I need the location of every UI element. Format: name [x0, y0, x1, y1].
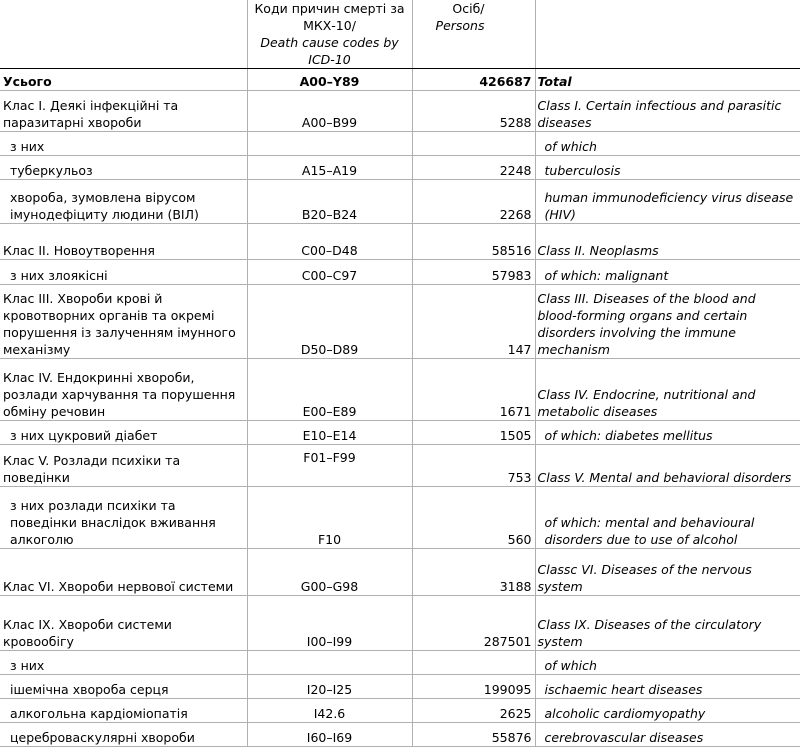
persons-count: 287501 — [412, 596, 535, 651]
table-header-row — [0, 0, 800, 69]
persons-count: 199095 — [412, 675, 535, 699]
icd-code: I60–I69 — [247, 723, 412, 747]
total-row — [0, 69, 800, 91]
table-row — [0, 285, 800, 359]
cause-en: Classc VI. Diseases of the nervous system — [535, 549, 800, 596]
cause-ua: цереброваскулярні хвороби — [0, 723, 247, 747]
icd-code: G00–G98 — [247, 549, 412, 596]
cause-ua: алкогольна кардіоміопатія — [0, 699, 247, 723]
persons-count: 3188 — [412, 549, 535, 596]
header-codes — [247, 0, 412, 69]
table-row — [0, 549, 800, 596]
cause-ua: ішемічна хвороба серця — [0, 675, 247, 699]
table-row — [0, 699, 800, 723]
cause-en: alcoholic cardiomyopathy — [535, 699, 800, 723]
icd-code: I20–I25 — [247, 675, 412, 699]
table-row — [0, 180, 800, 224]
table-row — [0, 675, 800, 699]
persons-count: 2625 — [412, 699, 535, 723]
cause-ua: хвороба, зумовлена вірусом імунодефіциту людини (ВІЛ) — [0, 180, 247, 224]
icd-code: F10 — [247, 487, 412, 549]
icd-code: F01–F99 — [247, 445, 412, 487]
cause-en: Class III. Diseases of the blood and blood-forming organs and certain disorders involving the immune mechanism — [535, 285, 800, 359]
icd-code — [247, 132, 412, 156]
header-persons-en: Persons — [435, 18, 485, 33]
icd-code: E00–E89 — [247, 359, 412, 421]
table-row — [0, 487, 800, 549]
persons-count — [412, 132, 535, 156]
cause-en: of which — [535, 651, 800, 675]
persons-count: 58516 — [412, 224, 535, 260]
cause-en: cerebrovascular diseases — [535, 723, 800, 747]
cause-ua: Клас I. Деякі інфекційні та паразитарні хвороби — [0, 91, 247, 132]
icd-code: I42.6 — [247, 699, 412, 723]
persons-count: 2248 — [412, 156, 535, 180]
table-row — [0, 156, 800, 180]
cause-en: Class IX. Diseases of the circulatory system — [535, 596, 800, 651]
cause-ua: Клас III. Хвороби крові й кровотворних органів та окремі порушення із залученням імунного механізму — [0, 285, 247, 359]
persons-count: 5288 — [412, 91, 535, 132]
table-row — [0, 421, 800, 445]
total-label-en: Total — [535, 69, 800, 91]
persons-count: 57983 — [412, 260, 535, 285]
table-row — [0, 651, 800, 675]
header-codes-en: Death cause codes by ICD-10 — [260, 35, 399, 67]
icd-code: E10–E14 — [247, 421, 412, 445]
icd-code: C00–D48 — [247, 224, 412, 260]
cause-en: Class IV. Endocrine, nutritional and metabolic diseases — [535, 359, 800, 421]
total-count: 426687 — [412, 69, 535, 91]
cause-en: of which: diabetes mellitus — [535, 421, 800, 445]
persons-count: 753 — [412, 445, 535, 487]
table-row — [0, 723, 800, 747]
cause-ua: Клас IX. Хвороби системи кровообігу — [0, 596, 247, 651]
cause-en: of which: malignant — [535, 260, 800, 285]
persons-count: 1505 — [412, 421, 535, 445]
cause-ua: з них — [0, 132, 247, 156]
persons-count: 55876 — [412, 723, 535, 747]
cause-en: Class II. Neoplasms — [535, 224, 800, 260]
cause-ua: з них розлади психіки та поведінки внаслідок вживання алкоголю — [0, 487, 247, 549]
persons-count — [412, 651, 535, 675]
icd-code: A15–A19 — [247, 156, 412, 180]
table-row — [0, 445, 800, 487]
table-row — [0, 91, 800, 132]
cause-en: of which: mental and behavioural disorders due to use of alcohol — [535, 487, 800, 549]
cause-en: Class I. Certain infectious and parasitic diseases — [535, 91, 800, 132]
total-code: A00–Y89 — [247, 69, 412, 91]
cause-ua: Клас VI. Хвороби нервової системи — [0, 549, 247, 596]
table-row — [0, 132, 800, 156]
icd-code: D50–D89 — [247, 285, 412, 359]
header-cause-ua — [0, 0, 247, 69]
header-codes-ua: Коди причин смерті за МКХ-10/ — [254, 1, 405, 33]
persons-count: 1671 — [412, 359, 535, 421]
cause-en: ischaemic heart diseases — [535, 675, 800, 699]
cause-ua: з них — [0, 651, 247, 675]
header-cause-en — [535, 0, 800, 69]
icd-code: I00–I99 — [247, 596, 412, 651]
cause-ua: Клас IV. Ендокринні хвороби, розлади харчування та порушення обміну речовин — [0, 359, 247, 421]
cause-ua: туберкульоз — [0, 156, 247, 180]
total-label-ua: Усього — [0, 69, 247, 91]
persons-count: 147 — [412, 285, 535, 359]
table-row — [0, 596, 800, 651]
icd-code: C00–C97 — [247, 260, 412, 285]
cause-ua: Клас II. Новоутворення — [0, 224, 247, 260]
icd-code — [247, 651, 412, 675]
persons-count: 2268 — [412, 180, 535, 224]
cause-en: of which — [535, 132, 800, 156]
table-row — [0, 359, 800, 421]
header-persons — [412, 0, 535, 69]
cause-en: tuberculosis — [535, 156, 800, 180]
table-row — [0, 224, 800, 260]
cause-en: Class V. Mental and behavioral disorders — [535, 445, 800, 487]
header-persons-ua: Осіб/ — [452, 1, 485, 16]
table-row — [0, 260, 800, 285]
cause-ua: з них злоякісні — [0, 260, 247, 285]
icd-code: A00–B99 — [247, 91, 412, 132]
cause-en: human immunodeficiency virus disease (HIV) — [535, 180, 800, 224]
cause-ua: Клас V. Розлади психіки та поведінки — [0, 445, 247, 487]
icd-code: B20–B24 — [247, 180, 412, 224]
persons-count: 560 — [412, 487, 535, 549]
cause-ua: з них цукровий діабет — [0, 421, 247, 445]
